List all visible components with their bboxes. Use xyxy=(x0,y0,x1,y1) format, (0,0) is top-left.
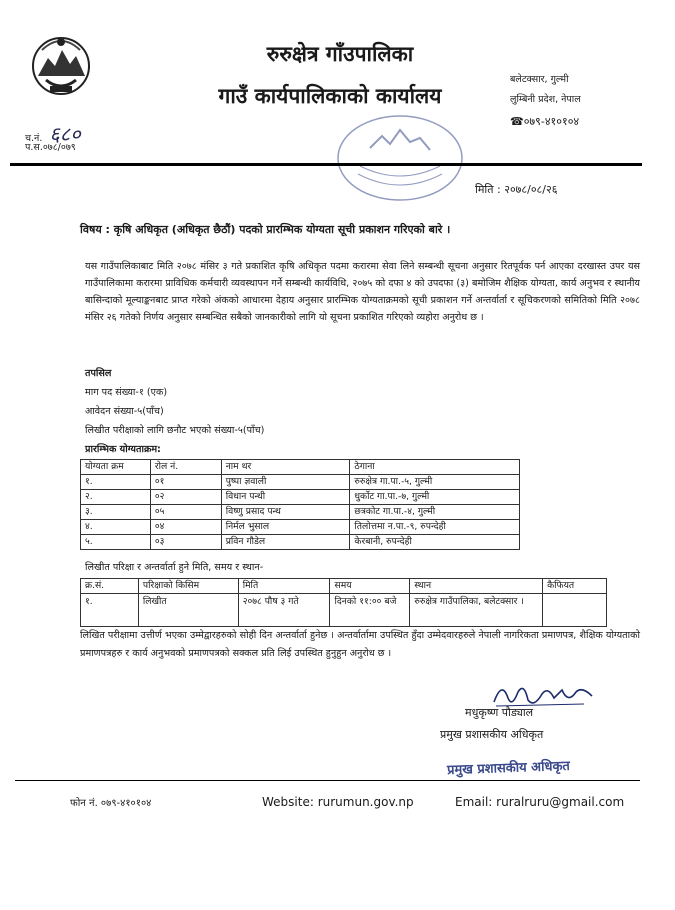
footer-phone: फोन नं. ०७९-४१०१०४ xyxy=(70,798,152,809)
column-header: योग्यता क्रम xyxy=(81,460,151,475)
name-cell: विधान पन्थी xyxy=(221,490,350,505)
designation-stamp: प्रमुख प्रशासकीय अधिकृत xyxy=(446,758,571,779)
signatory-title: प्रमुख प्रशासकीय अधिकृत xyxy=(440,728,544,741)
applications-count: आवेदन संख्या-५(पाँच) xyxy=(85,406,164,417)
municipality-name: रुरुक्षेत्र गाँउपालिका xyxy=(266,41,414,66)
roll-cell: ०३ xyxy=(150,535,221,550)
office-seal-stamp xyxy=(330,108,470,208)
address-cell: केरबानी, रुपन्देही xyxy=(350,535,520,550)
table-row xyxy=(81,475,520,490)
serial-cell: १. xyxy=(81,594,139,627)
letter-date: मिति : २०७८/०८/२६ xyxy=(475,183,558,196)
table-row xyxy=(81,535,520,550)
rank-cell: ३. xyxy=(81,505,151,520)
address-cell: छत्रकोट गा.पा.-४, गुल्मी xyxy=(350,505,520,520)
footer-email: Email: ruralruru@gmail.com xyxy=(455,795,625,809)
posts-count: माग पद संख्या-१ (एक) xyxy=(85,387,168,398)
column-header: रोल नं. xyxy=(150,460,221,475)
address-cell: तिलोत्तमा न.पा.-९, रुपन्देही xyxy=(350,520,520,535)
roll-cell: ०२ xyxy=(150,490,221,505)
column-header: ठेगाना xyxy=(350,460,520,475)
exam-schedule-heading: लिखीत परिक्षा र अन्तर्वार्ता हुने मिति, समय र स्थान- xyxy=(85,562,264,573)
rank-cell: २. xyxy=(81,490,151,505)
exam-schedule-table xyxy=(80,578,607,627)
shortlisted-count: लिखीत परीक्षाको लागि छनौट भएको संख्या-५(पाँच) xyxy=(85,425,265,436)
address-cell: रुरुक्षेत्र गा.पा.-५, गुल्मी xyxy=(350,475,520,490)
merit-list-heading: प्रारम्भिक योग्यताक्रम: xyxy=(85,444,161,455)
table-header-row xyxy=(81,460,520,475)
table-row xyxy=(81,520,520,535)
column-header: परिक्षाको किसिम xyxy=(138,579,238,594)
exam-time-cell: दिनको ११:०० बजे xyxy=(330,594,410,627)
header-divider xyxy=(10,163,642,166)
office-phone: ☎०७९-४१०१०४ xyxy=(510,115,580,128)
exam-date-cell: २०७८ पौष ३ गते xyxy=(238,594,330,627)
rank-cell: १. xyxy=(81,475,151,490)
details-heading: तपसिल xyxy=(85,368,112,379)
fiscal-year: प.स.०७८/०७९ xyxy=(25,142,76,153)
table-header-row xyxy=(81,579,607,594)
roll-cell: ०५ xyxy=(150,505,221,520)
signatory-name: मधुकृष्ण पौड्याल xyxy=(465,706,534,719)
column-header: क्र.सं. xyxy=(81,579,139,594)
column-header: नाम थर xyxy=(221,460,350,475)
table-row xyxy=(81,594,607,627)
exam-type-cell: लिखीत xyxy=(138,594,238,627)
column-header: स्थान xyxy=(410,579,543,594)
office-name: गाउँ कार्यपालिकाको कार्यालय xyxy=(218,83,442,108)
reference-value: ६८० xyxy=(49,122,81,146)
rank-cell: ५. xyxy=(81,535,151,550)
name-cell: निर्मल भुसाल xyxy=(221,520,350,535)
footer-website: Website: rurumun.gov.np xyxy=(262,795,414,809)
rank-cell: ४. xyxy=(81,520,151,535)
name-cell: विष्णु प्रसाद पन्थ xyxy=(221,505,350,520)
reference-label: च.नं. xyxy=(25,133,43,144)
address-line-2: लुम्बिनी प्रदेश, नेपाल xyxy=(510,94,581,105)
name-cell: प्रविन गौडेल xyxy=(221,535,350,550)
table-row xyxy=(81,505,520,520)
nepal-emblem-icon xyxy=(28,30,94,100)
column-header: समय xyxy=(330,579,410,594)
name-cell: पुष्पा ज्ञवाली xyxy=(221,475,350,490)
column-header: कैफियत xyxy=(543,579,607,594)
remarks-cell xyxy=(543,594,607,627)
body-paragraph: यस गाउँपालिकाबाट मिति २०७८ मंसिर ३ गते प्रकाशित कृषि अधिकृत पदमा करारमा सेवा लिने सम्बन्धी सूचना अनुसार रितपूर्वक पर्न आएका दरखास्त उपर यस गाउँपालिकामा करारमा प्राविधिक कर्मचारी व्यवस्थापन गर्ने सम्बन्धी कार्यविधि, २०७५ को दफा ४ को उपदफा (३) बमोजिम शैक्षिक योग्यता, कार्य अनुभव र स्थानीय बासिन्दाको मूल्याङ्कनबाट प्राप्त गरेको अंकको आधारमा देहाय अनुसार प्रारम्भिक योग्यताक्रमको सूची प्रकाशन गर्ने अन्तर्वार्ता र सूचिकरणको समितिको मिति २०७८ मंसिर २६ गतेको निर्णय अनुसार सम्बन्धित सबैको जानकारीको लागि यो सूचना प्रकाशित गरिएको व्यहोरा अनुरोध छ । xyxy=(85,261,640,323)
footer-divider xyxy=(15,780,640,781)
merit-list-table xyxy=(80,459,520,550)
table-row xyxy=(81,490,520,505)
closing-paragraph: लिखित परीक्षामा उत्तीर्ण भएका उम्मेद्वारहरुको सोही दिन अन्तर्वार्ता हुनेछ । अन्तर्वार्तामा उपस्थित हुँदा उम्मेदवारहरुले नेपाली नागरिकता प्रमाणपत्र, शैक्षिक योग्यताको प्रमाणपत्रहरु र कार्य अनुभवको प्रमाणपत्रको सक्कल प्रति लिई उपस्थित हुनुहुन अनुरोध छ । xyxy=(80,630,640,659)
roll-cell: ०१ xyxy=(150,475,221,490)
address-line-1: बलेटक्सार, गुल्मी xyxy=(510,74,569,85)
column-header: मिति xyxy=(238,579,330,594)
letter-subject: विषय : कृषि अधिकृत (अधिकृत छैठौं) पदको प्रारम्भिक योग्यता सूची प्रकाशन गरिएको बारे । xyxy=(80,223,451,236)
address-cell: धुर्कोट गा.पा.-७, गुल्मी xyxy=(350,490,520,505)
exam-venue-cell: रुरुक्षेत्र गाउँपालिका, बलेटक्सार । xyxy=(410,594,543,627)
roll-cell: ०४ xyxy=(150,520,221,535)
